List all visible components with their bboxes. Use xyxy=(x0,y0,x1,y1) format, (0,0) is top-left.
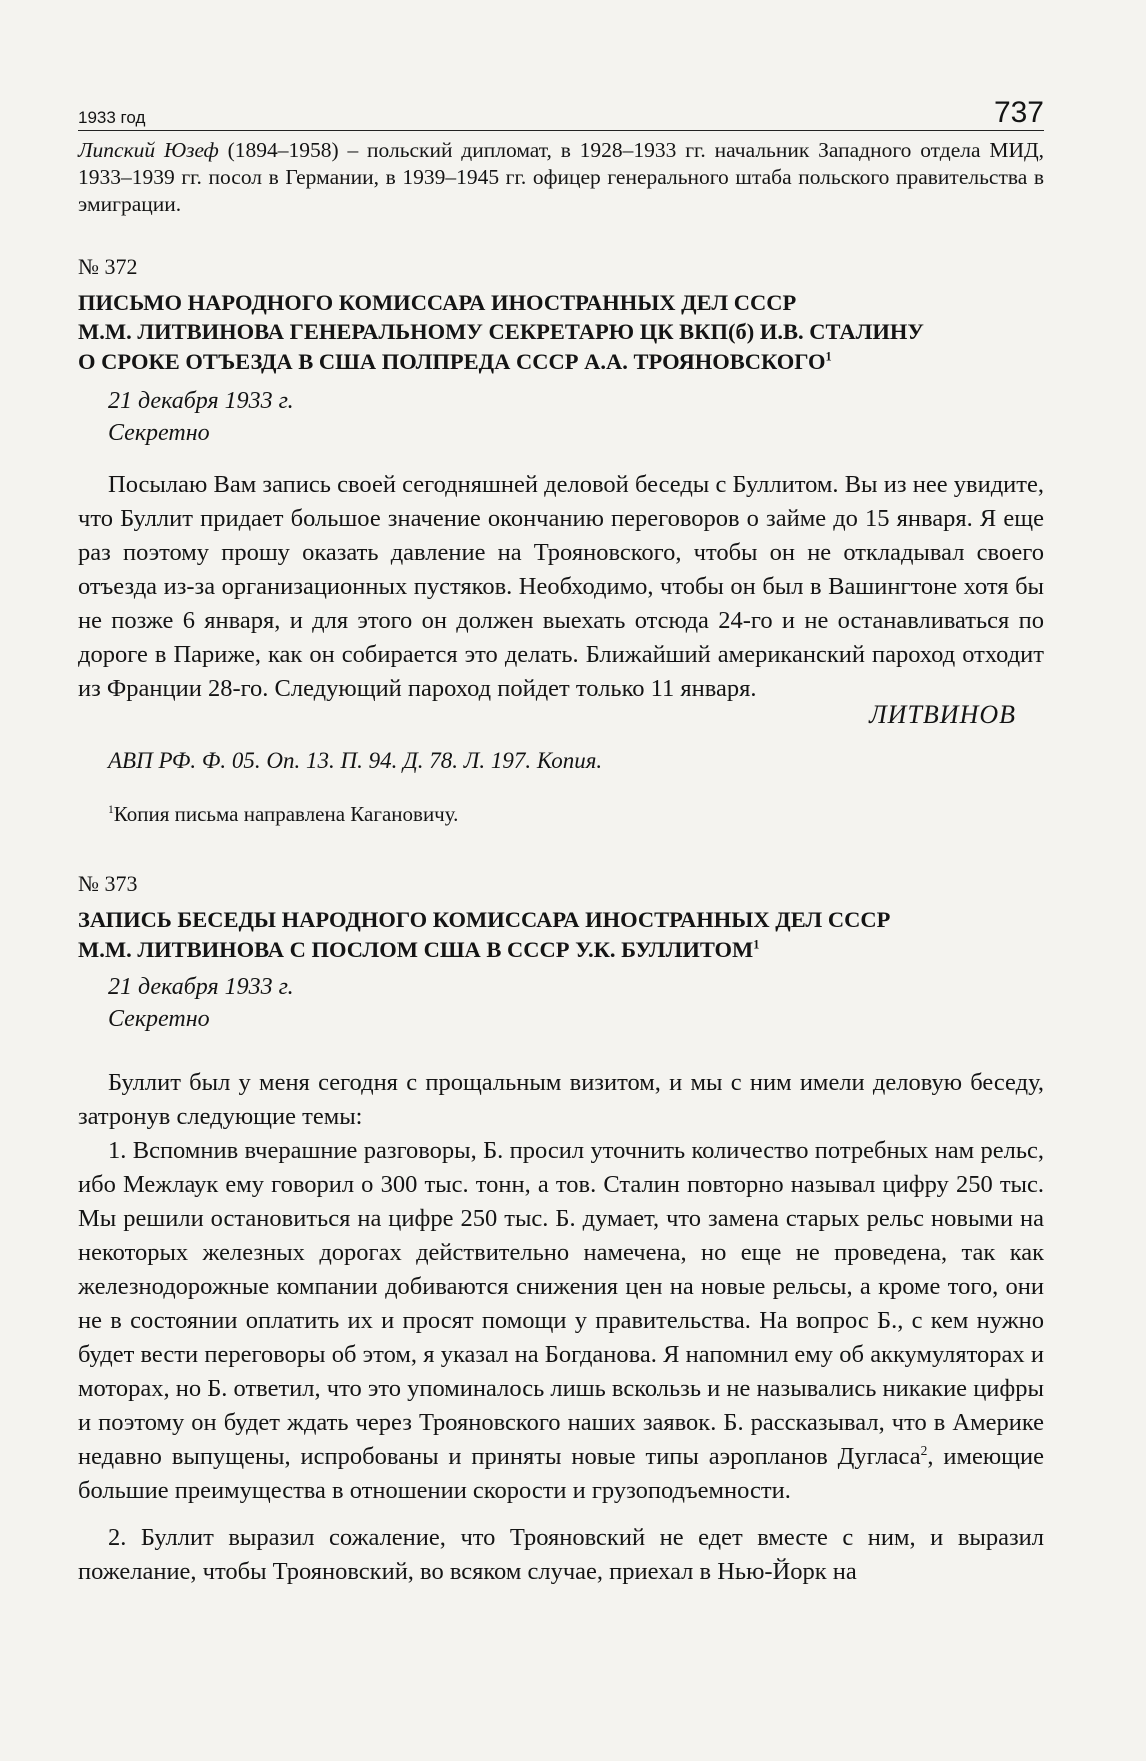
footnote-marker: 1 xyxy=(108,804,114,817)
letter-body: Посылаю Вам запись своей сегодняшней деловой беседы с Буллитом. Вы из нее увидите, что Буллит придает большое значение окончанию переговоров о займе до 15 января. Я еще раз поэтому прошу оказать давление на Трояновского, чтобы он не откладывал своего отъезда из-за организационных пустяков. Необходимо, чтобы он был в Вашингтоне хотя бы не позже 6 января, и для этого он должен выехать отсюда 24-го и не останавливаться по дороге в Париже, как он собирается это делать. Ближайший американский пароход отходит из Франции 28-го. Следующий пароход пойдет только 11 января. xyxy=(78,470,1044,703)
title-line-last: М.М. ЛИТВИНОВА С ПОСЛОМ США В СССР У.К. БУЛЛИТОМ$^1$ xyxy=(78,936,760,962)
title-line: ЗАПИСЬ БЕСЕДЫ НАРОДНОГО КОМИССАРА ИНОСТРАННЫХ ДЕЛ СССР xyxy=(78,907,891,933)
document-number: № 373 xyxy=(78,871,138,897)
document-meta xyxy=(78,385,1044,450)
document-meta xyxy=(78,971,1044,1036)
note-text: (1894–1958) – польский дипломат, в 1928–1933 гг. начальник Западного отдела МИД, 1933–1939 гг. посол в Германии, в 1939–1945 гг. офицер генерального штаба польского правительства в эмиграции. xyxy=(78,138,1045,216)
title-line: М.М. ЛИТВИНОВА ГЕНЕРАЛЬНОМУ СЕКРЕТАРЮ ЦК ВКП(б) И.В. СТАЛИНУ xyxy=(78,319,924,345)
paragraph-intro: Буллит был у меня сегодня с прощальным визитом, и мы с ним имели деловую беседу, затронув следующие темы: xyxy=(78,1068,1044,1130)
document-title xyxy=(78,905,1044,964)
secrecy-mark: Секретно xyxy=(108,1006,210,1033)
note-person-name: Липский Юзеф xyxy=(78,138,219,162)
secrecy-mark: Секретно xyxy=(108,420,210,447)
footnote-marker: 2 xyxy=(920,1443,928,1459)
document-373 xyxy=(78,871,1044,1588)
document-date: 21 декабря 1933 г. xyxy=(108,973,294,1000)
footnote-text: Копия письма направлена Кагановичу. xyxy=(113,802,459,827)
running-header xyxy=(78,96,1044,131)
header-year: 1933 год xyxy=(78,108,146,127)
document-date: 21 декабря 1933 г. xyxy=(108,387,294,414)
paragraph-2: 2. Буллит выразил сожаление, что Трояновский не едет вместе с ним, и выразил пожелание, чтобы Трояновский, во всяком случае, приехал в Нью-Йорк на xyxy=(78,1523,1044,1585)
document-title xyxy=(78,288,1044,377)
document-372 xyxy=(78,254,1044,828)
signature: ЛИТВИНОВ xyxy=(869,700,1016,730)
title-line: ПИСЬМО НАРОДНОГО КОМИССАРА ИНОСТРАННЫХ ДЕЛ СССР xyxy=(78,289,797,315)
page-number: 737 xyxy=(993,96,1044,129)
archive-reference: АВП РФ. Ф. 05. Оп. 13. П. 94. Д. 78. Л. 197. Копия. xyxy=(108,748,603,774)
page-content xyxy=(78,137,1044,1589)
footnote-marker: 1 xyxy=(753,937,760,952)
paragraph-1: 1. Вспомнив вчерашние разговоры, Б. просил уточнить количество потребных нам рельс, ибо Межлаук ему говорил о 300 тыс. тонн, а тов. Сталин повторно называл цифру 250 тыс. Мы решили остановиться на цифре 250 тыс. Б. думает, что замена старых рельс новыми на некоторых железных дорогах действительно намечена, но еще не проведена, так как железнодорожные компании добиваются снижения цен на новые рельсы, а кроме того, они не в состоянии оплатить их и просят помощи у правительства. На вопрос Б., с кем нужно будет вести переговоры об этом, я указал на Богданова. Я напомнил ему об аккумуляторах и моторах, но Б. ответил, что это упоминалось лишь вскользь и не назывались никакие цифры и поэтому он будет ждать через Трояновского наших заявок. Б. рассказывал, что в Америке недавно выпущены, испробованы и приняты новые типы аэропланов Дугласа$^2$, имеющие большие преимущества в отношении скорости и грузоподъемности. xyxy=(78,1136,1044,1505)
title-line-last: О СРОКЕ ОТЪЕЗДА В США ПОЛПРЕДА СССР А.А. ТРОЯНОВСКОГО$^1$ xyxy=(78,349,832,374)
footnote xyxy=(78,802,1044,827)
footnote-marker: 1 xyxy=(825,349,832,364)
document-number: № 372 xyxy=(78,253,138,279)
biographical-note xyxy=(78,137,1044,218)
